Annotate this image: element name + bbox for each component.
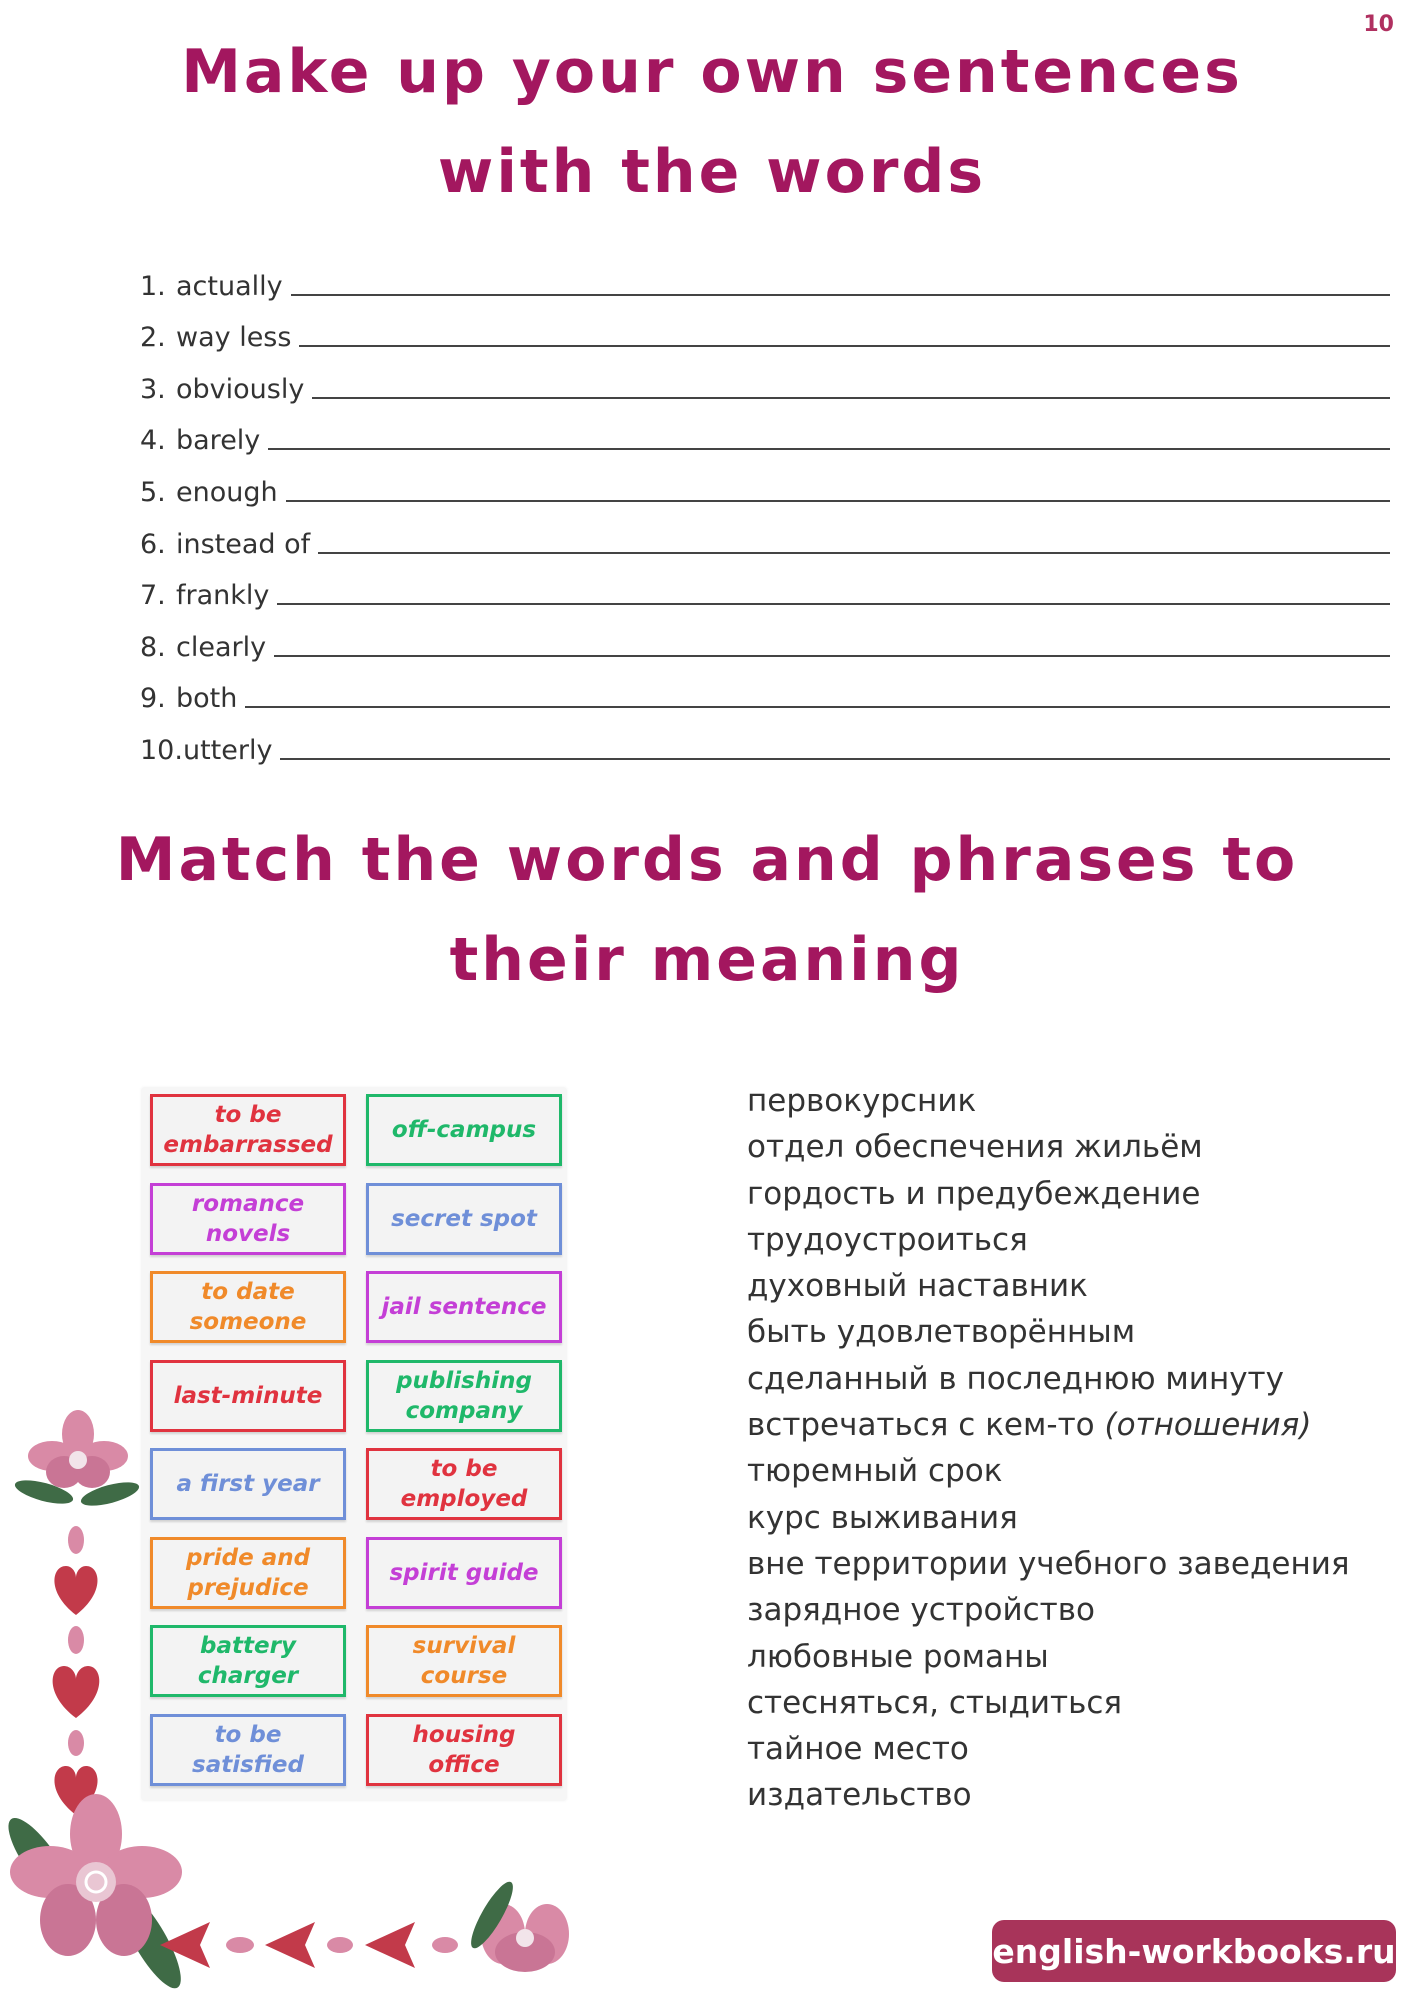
answer-line[interactable] <box>312 397 1390 399</box>
meaning-item[interactable] <box>747 1078 1350 1124</box>
sentence-item <box>140 714 1390 766</box>
meaning-item[interactable] <box>747 1402 1350 1448</box>
site-badge[interactable]: english-workbooks.ru <box>992 1920 1396 1982</box>
meaning-text: издательство <box>747 1777 972 1814</box>
sentence-item-number: 9. <box>140 683 166 715</box>
sentence-item-number: 2. <box>140 322 166 354</box>
meaning-note: (отношения) <box>1104 1407 1312 1444</box>
page-number: 10 <box>1363 12 1394 37</box>
meaning-item[interactable] <box>747 1124 1350 1170</box>
answer-line[interactable] <box>291 294 1390 296</box>
heart-icon <box>53 1666 100 1718</box>
sentence-item <box>140 663 1390 715</box>
sentence-item-word: utterly <box>182 734 273 766</box>
sentence-item-word: barely <box>176 425 261 457</box>
word-card[interactable]: a first year <box>150 1448 346 1520</box>
answer-line[interactable] <box>318 552 1390 554</box>
word-card[interactable]: to be satisfied <box>150 1714 346 1786</box>
word-card[interactable]: publishing company <box>366 1360 562 1432</box>
sentence-item <box>140 611 1390 663</box>
section-title-matching: Match the words and phrases to their meaning <box>115 825 1299 995</box>
answer-line[interactable] <box>268 448 1390 450</box>
sentence-item-number: 10. <box>140 734 183 766</box>
meaning-text: быть удовлетворённым <box>747 1314 1136 1351</box>
answer-line[interactable] <box>245 706 1390 708</box>
word-card[interactable]: jail sentence <box>366 1271 562 1343</box>
word-card[interactable]: housing office <box>366 1714 562 1786</box>
sentence-item-number: 7. <box>140 580 166 612</box>
sentence-item-word: both <box>176 683 238 715</box>
flower-icon <box>28 1410 128 1488</box>
word-card[interactable]: last-minute <box>150 1360 346 1432</box>
sentence-item-number: 4. <box>140 425 166 457</box>
meaning-text: стесняться, стыдиться <box>747 1684 1123 1721</box>
sentence-item <box>140 405 1390 457</box>
sentence-item-number: 5. <box>140 476 166 508</box>
word-card[interactable]: spirit guide <box>366 1537 562 1609</box>
sentence-item <box>140 302 1390 354</box>
meaning-item[interactable] <box>747 1263 1350 1309</box>
answer-line[interactable] <box>299 345 1390 347</box>
dot-icon <box>68 1526 84 1554</box>
dot-icon <box>68 1626 84 1654</box>
word-card[interactable]: secret spot <box>366 1183 562 1255</box>
meaning-text: отдел обеспечения жильём <box>747 1129 1203 1166</box>
sentence-item-number: 3. <box>140 373 166 405</box>
meaning-text: гордость и предубеждение <box>747 1175 1201 1212</box>
sentence-item-word: obviously <box>176 373 305 405</box>
meaning-item[interactable] <box>747 1217 1350 1263</box>
meaning-item[interactable] <box>747 1726 1350 1772</box>
sentence-item <box>140 250 1390 302</box>
meaning-text: встречаться с кем-то <box>747 1407 1105 1444</box>
sentence-item-word: enough <box>176 476 278 508</box>
meaning-text: вне территории учебного заведения <box>747 1545 1350 1582</box>
meaning-item[interactable] <box>747 1495 1350 1541</box>
dot-icon <box>68 1730 84 1756</box>
sentence-item-number: 1. <box>140 270 166 302</box>
sentence-item <box>140 456 1390 508</box>
meaning-item[interactable] <box>747 1541 1350 1587</box>
meaning-item[interactable] <box>747 1634 1350 1680</box>
meaning-text: тюремный срок <box>747 1453 1003 1490</box>
word-card[interactable]: to be employed <box>366 1448 562 1520</box>
word-card[interactable]: to be embarrassed <box>150 1094 346 1166</box>
meaning-text: курс выживания <box>747 1499 1018 1536</box>
meaning-item[interactable] <box>747 1448 1350 1494</box>
answer-line[interactable] <box>277 603 1390 605</box>
meaning-text: любовные романы <box>747 1638 1049 1675</box>
sentence-item <box>140 353 1390 405</box>
sentence-item-word: frankly <box>176 580 270 612</box>
meaning-item[interactable] <box>747 1171 1350 1217</box>
meaning-item[interactable] <box>747 1772 1350 1818</box>
word-card[interactable]: to date someone <box>150 1271 346 1343</box>
sentence-item-word: instead of <box>176 528 311 560</box>
section-title-sentences: Make up your own sentences with the words <box>181 37 1243 207</box>
word-card[interactable]: off-campus <box>366 1094 562 1166</box>
arrow-chevron-icon <box>160 1922 458 1968</box>
meaning-item[interactable] <box>747 1680 1350 1726</box>
meaning-item[interactable] <box>747 1356 1350 1402</box>
sentence-item <box>140 508 1390 560</box>
sentence-item-word: way less <box>176 322 292 354</box>
meaning-item[interactable] <box>747 1587 1350 1633</box>
sentence-list <box>140 250 1390 766</box>
meanings-list <box>747 1078 1350 1819</box>
sentence-item-word: actually <box>176 270 283 302</box>
sentence-item <box>140 560 1390 612</box>
answer-line[interactable] <box>274 655 1390 657</box>
word-card[interactable]: battery charger <box>150 1625 346 1697</box>
meaning-text: первокурсник <box>747 1083 977 1119</box>
meaning-text: трудоустроиться <box>747 1221 1028 1258</box>
meaning-text: духовный наставник <box>747 1268 1088 1305</box>
floral-decoration <box>0 1400 620 2000</box>
word-card[interactable]: pride and prejudice <box>150 1537 346 1609</box>
meaning-text: зарядное устройство <box>747 1592 1095 1629</box>
word-card[interactable]: survival course <box>366 1625 562 1697</box>
meaning-text: тайное место <box>747 1731 969 1768</box>
heart-icon <box>54 1566 97 1615</box>
sentence-item-number: 6. <box>140 528 166 560</box>
sentence-item-word: clearly <box>176 631 267 663</box>
word-card[interactable]: romance novels <box>150 1183 346 1255</box>
meaning-text: сделанный в последнюю минуту <box>747 1360 1284 1397</box>
sentence-item-number: 8. <box>140 631 166 663</box>
answer-line[interactable] <box>280 758 1390 760</box>
meaning-item[interactable] <box>747 1309 1350 1355</box>
answer-line[interactable] <box>286 500 1390 502</box>
